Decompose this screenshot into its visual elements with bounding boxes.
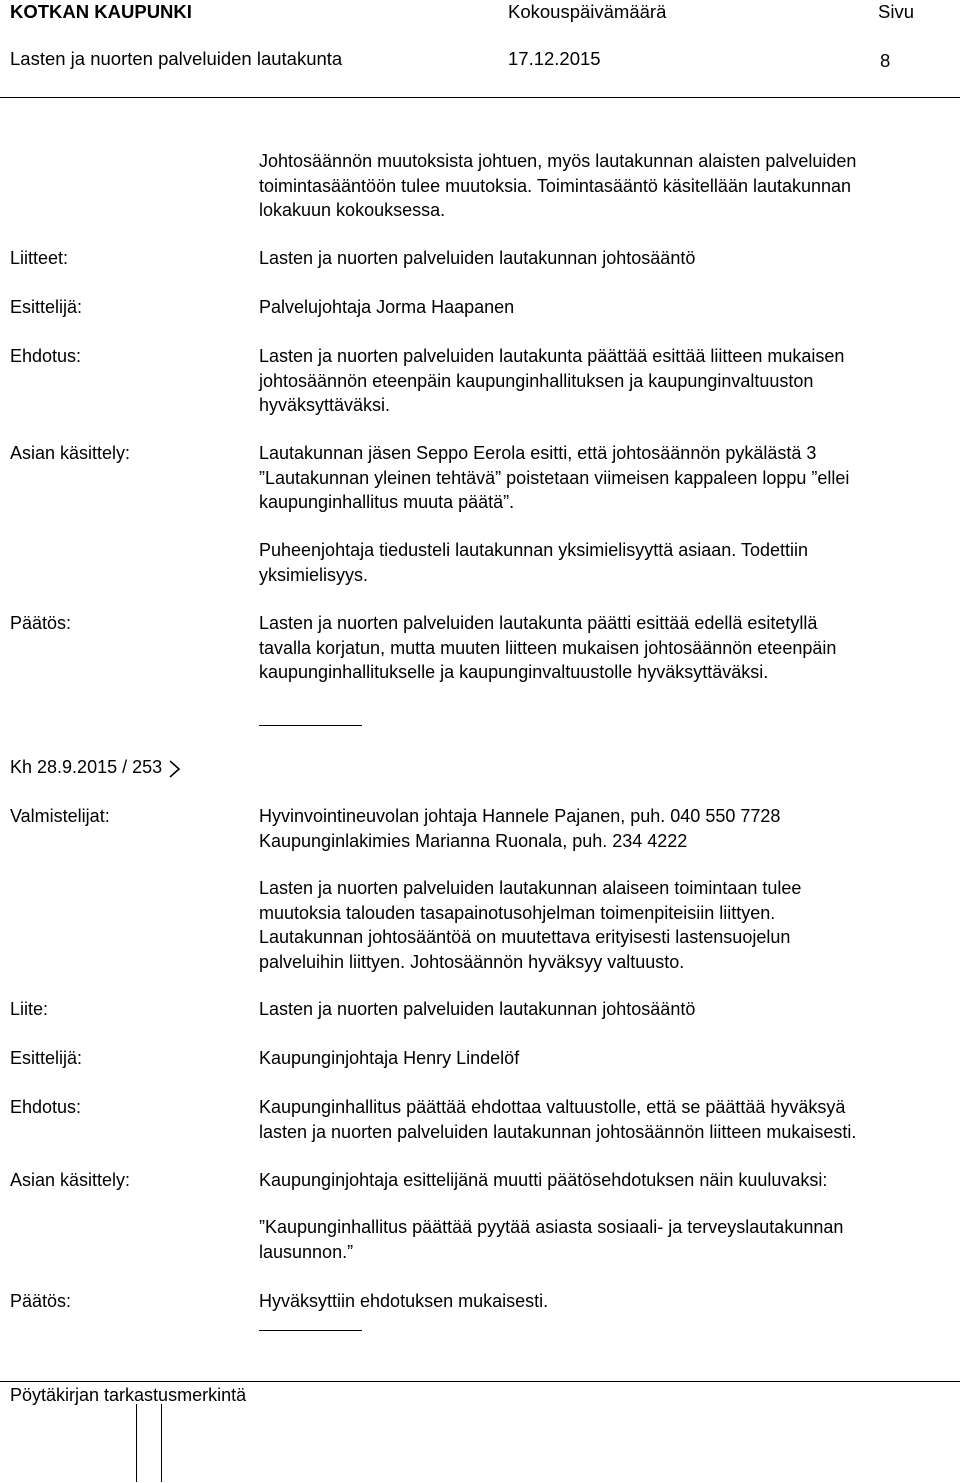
kh-reference-text: Kh 28.9.2015 / 253 bbox=[10, 757, 163, 777]
preparer-line: Kaupunginlakimies Marianna Ruonala, puh. 234 4222 bbox=[259, 830, 688, 851]
proposal-text bbox=[259, 1095, 959, 1144]
intro-line: toimintasääntöön tulee muutoksia. Toimintasääntö käsitellään lautakunnan bbox=[259, 175, 852, 196]
presenter-label: Esittelijä: bbox=[10, 1048, 83, 1068]
preparer-line: Hyvinvointineuvolan johtaja Hannele Pajanen, puh. 040 550 7728 bbox=[259, 806, 781, 826]
body-line: Lasten ja nuorten palveluiden lautakunnan alaiseen toimintaan tulee bbox=[259, 878, 802, 898]
decision-text bbox=[259, 611, 959, 685]
body-line: muutoksia talouden tasapainotusohjelman toimenpiteisiin liittyen. bbox=[259, 902, 776, 923]
attachment-label: Liite: bbox=[10, 999, 49, 1019]
body-line: palveluihin liittyen. Johtosäännön hyväksyy valtuusto. bbox=[259, 951, 685, 972]
handling-line: Lautakunnan jäsen Seppo Eerola esitti, että johtosäännön pykälästä 3 bbox=[259, 443, 817, 463]
handling-value: Kaupunginjohtaja esittelijänä muutti päätösehdotuksen näin kuuluvaksi: bbox=[259, 1170, 828, 1190]
decision-value: Hyväksyttiin ehdotuksen mukaisesti. bbox=[259, 1291, 549, 1311]
proposal-label: Ehdotus: bbox=[10, 1097, 82, 1117]
body-line: Lautakunnan johtosääntöä on muutettava erityisesti lastensuojelun bbox=[259, 927, 791, 947]
review-label: Pöytäkirjan tarkastusmerkintä bbox=[10, 1385, 247, 1405]
preparers-label: Valmistelijat: bbox=[10, 806, 110, 826]
intro-line: lokakuun kokouksessa. bbox=[259, 200, 446, 220]
decision-label: Päätös: bbox=[10, 1291, 72, 1311]
handling-label: Asian käsittely: bbox=[10, 1170, 131, 1190]
presenter-label: Esittelijä: bbox=[10, 297, 83, 317]
body-paragraph bbox=[259, 876, 959, 974]
page-number: 8 bbox=[880, 50, 891, 71]
intro-paragraph bbox=[259, 149, 959, 223]
proposal-line: Lasten ja nuorten palveluiden lautakunta päättää esittää liitteen mukaisen bbox=[259, 346, 845, 366]
decision-line: kaupunginhallitukselle ja kaupunginvaltuustolle hyväksyttäväksi. bbox=[259, 662, 769, 682]
meeting-date: 17.12.2015 bbox=[508, 48, 601, 69]
handling-line: yksimielisyys. bbox=[259, 564, 369, 585]
proposal-label: Ehdotus: bbox=[10, 346, 82, 366]
quote-line: ”Kaupunginhallitus päättää pyytää asiasta sosiaali- ja terveyslautakunnan bbox=[259, 1217, 844, 1237]
proposal-line: lasten ja nuorten palveluiden lautakunnan johtosäännön liitteen mukaisesti. bbox=[259, 1121, 857, 1142]
arrow-icon bbox=[167, 755, 183, 781]
quote-text bbox=[259, 1215, 959, 1264]
handling-line: kaupunginhallitus muuta päätä”. bbox=[259, 492, 515, 512]
organization-name: KOTKAN KAUPUNKI bbox=[10, 1, 192, 22]
handling-label: Asian käsittely: bbox=[10, 443, 131, 463]
decision-line: Lasten ja nuorten palveluiden lautakunta päätti esittää edellä esitetyllä bbox=[259, 613, 818, 633]
attachments-label: Liitteet: bbox=[10, 248, 69, 268]
section-end-rule bbox=[259, 725, 362, 726]
handling-text bbox=[259, 441, 959, 515]
section-end-rule bbox=[259, 1330, 362, 1331]
handling-line: Puheenjohtaja tiedusteli lautakunnan yksimielisyyttä asiaan. Todettiin bbox=[259, 540, 809, 560]
presenter-value: Kaupunginjohtaja Henry Lindelöf bbox=[259, 1048, 520, 1068]
attachments-value: Lasten ja nuorten palveluiden lautakunnan johtosääntö bbox=[259, 248, 696, 268]
committee-name: Lasten ja nuorten palveluiden lautakunta bbox=[10, 48, 343, 69]
decision-line: tavalla korjatun, mutta muuten liitteen mukaisen johtosäännön eteenpäin bbox=[259, 637, 837, 658]
handling-line: ”Lautakunnan yleinen tehtävä” poistetaan viimeisen kappaleen loppu ”ellei bbox=[259, 467, 850, 488]
page-label: Sivu bbox=[878, 1, 914, 22]
preparers-text bbox=[259, 804, 959, 853]
proposal-line: hyväksyttäväksi. bbox=[259, 395, 391, 415]
proposal-text bbox=[259, 344, 959, 418]
header-divider bbox=[0, 97, 960, 98]
attachment-value: Lasten ja nuorten palveluiden lautakunnan johtosääntö bbox=[259, 999, 696, 1019]
presenter-value: Palvelujohtaja Jorma Haapanen bbox=[259, 297, 515, 317]
kh-reference bbox=[10, 755, 183, 781]
intro-line: Johtosäännön muutoksista johtuen, myös lautakunnan alaisten palveluiden bbox=[259, 151, 857, 171]
decision-label: Päätös: bbox=[10, 613, 72, 633]
meeting-date-label: Kokouspäivämäärä bbox=[508, 1, 667, 22]
quote-line: lausunnon.” bbox=[259, 1241, 354, 1262]
initials-divider bbox=[161, 1404, 162, 1482]
proposal-line: johtosäännön eteenpäin kaupunginhallituksen ja kaupunginvaltuuston bbox=[259, 370, 814, 391]
proposal-line: Kaupunginhallitus päättää ehdottaa valtuustolle, että se päättää hyväksyä bbox=[259, 1097, 846, 1117]
handling-text-2 bbox=[259, 538, 959, 587]
initials-divider bbox=[136, 1404, 137, 1482]
